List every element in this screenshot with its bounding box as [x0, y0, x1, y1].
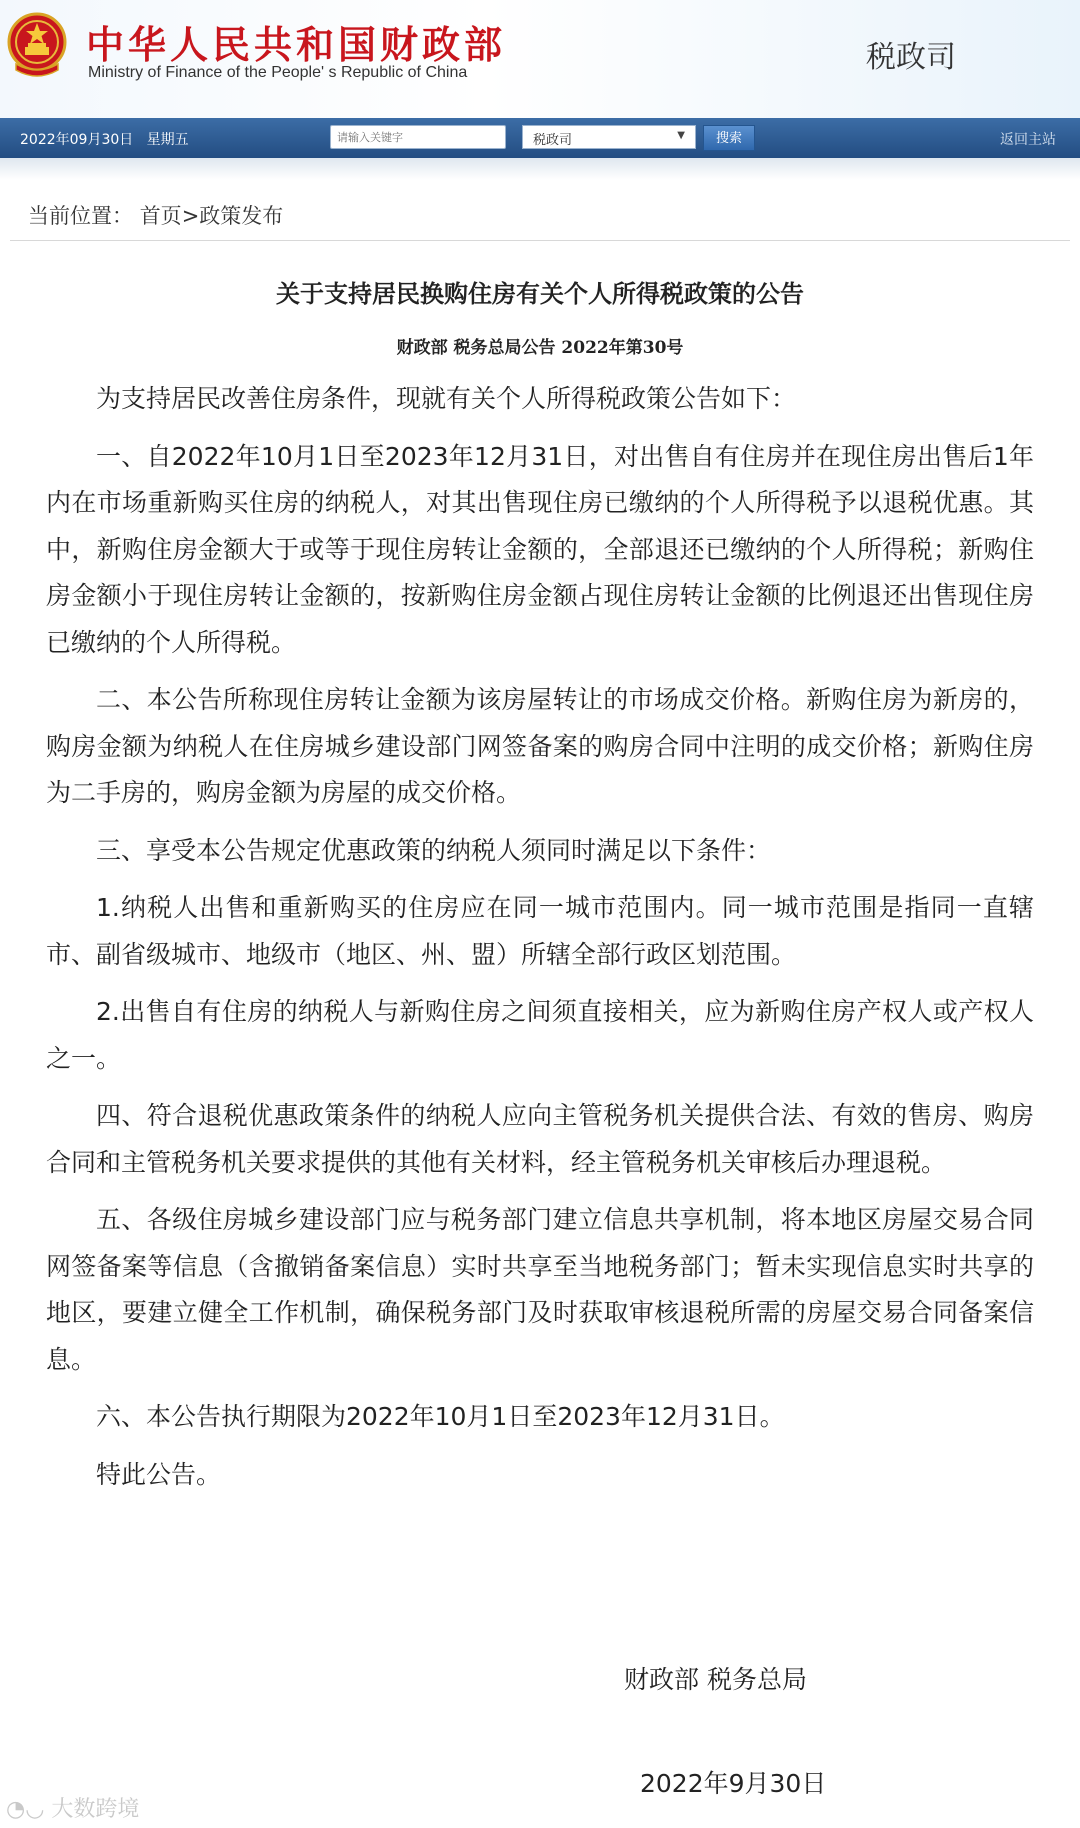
article-paragraph: 2.出售自有住房的纳税人与新购住房之间须直接相关，应为新购住房产权人或产权人之一。	[46, 997, 1034, 1073]
watermark-text: 大数跨境	[51, 1797, 140, 1822]
chevron-down-icon: ▼	[677, 130, 685, 141]
signature-organization: 财政部 税务总局	[624, 1665, 807, 1694]
watermark-logo-icon: ◔◡	[6, 1797, 45, 1822]
search-button[interactable]: 搜索	[703, 125, 755, 151]
watermark	[6, 1792, 139, 1823]
article-document-number: 财政部 税务总局公告 2022年第30号	[396, 338, 684, 358]
article-paragraph: 四、符合退税优惠政策条件的纳税人应向主管税务机关提供合法、有效的售房、购房合同和主管税务机关要求提供的其他有关材料，经主管税务机关审核后办理退税。	[46, 1101, 1034, 1177]
divider	[10, 240, 1070, 241]
top-navbar	[0, 118, 1080, 158]
weekday-text: 星期五	[146, 132, 189, 148]
department-select[interactable]	[522, 125, 696, 149]
article-paragraph: 为支持居民改善住房条件，现就有关个人所得税政策公告如下：	[96, 384, 797, 413]
site-title[interactable]: 中华人民共和国财政部	[86, 23, 507, 67]
article-paragraph: 五、各级住房城乡建设部门应与税务部门建立信息共享机制，将本地区房屋交易合同网签备案等信息（含撤销备案信息）实时共享至当地税务部门；暂未实现信息实时共享的地区，要建立健全工作机制，确保税务部门及时获取审核退税所需的房屋交易合同备案信息。	[46, 1205, 1034, 1374]
signature-date: 2022年9月30日	[640, 1769, 827, 1798]
article-body	[46, 376, 1034, 1509]
article-paragraph: 三、享受本公告规定优惠政策的纳税人须同时满足以下条件：	[96, 835, 772, 865]
article-paragraph: 1.纳税人出售和重新购买的住房应在同一城市范围内。同一城市范围是指同一直辖市、副省级城市、地级市（地区、州、盟）所辖全部行政区划范围。	[46, 893, 1034, 969]
article-title: 关于支持居民换购住房有关个人所得税政策的公告	[276, 280, 804, 308]
breadcrumb-separator: >	[181, 204, 200, 228]
return-home-link[interactable]: 返回主站	[1000, 132, 1056, 148]
article-paragraph: 二、本公告所称现住房转让金额为该房屋转让的市场成交价格。新购住房为新房的，购房金额为纳税人在住房城乡建设部门网签备案的购房合同中注明的成交价格；新购住房为二手房的，购房金额为房屋的成交价格。	[46, 685, 1034, 807]
nav-date	[20, 129, 189, 149]
breadcrumb-label: 当前位置：	[28, 204, 133, 228]
date-text: 2022年09月30日	[20, 132, 134, 148]
department-select-value: 税政司	[533, 133, 573, 148]
article-paragraph: 特此公告。	[96, 1459, 222, 1489]
breadcrumb-current-link[interactable]: 政策发布	[199, 204, 284, 228]
article-paragraph: 一、自2022年10月1日至2023年12月31日，对出售自有住房并在现住房出售后1年内在市场重新购买住房的纳税人，对其出售现住房已缴纳的个人所得税予以退税优惠。其中，新购住房金额大于或等于现住房转让金额的，全部退还已缴纳的个人所得税；新购住房金额小于现住房转让金额的，按新购住房金额占现住房转让金额的比例退还出售现住房已缴纳的个人所得税。	[46, 441, 1034, 657]
search-input[interactable]	[330, 125, 506, 149]
site-subtitle-en: Ministry of Finance of the People' s Republic of China	[88, 64, 468, 81]
navbar-shadow	[0, 158, 1080, 180]
article-paragraph: 六、本公告执行期限为2022年10月1日至2023年12月31日。	[96, 1402, 785, 1431]
national-emblem-icon[interactable]	[6, 12, 68, 78]
department-name: 税政司	[866, 40, 956, 75]
breadcrumb	[28, 200, 283, 230]
breadcrumb-home-link[interactable]: 首页	[139, 204, 182, 228]
site-header	[0, 0, 1080, 118]
